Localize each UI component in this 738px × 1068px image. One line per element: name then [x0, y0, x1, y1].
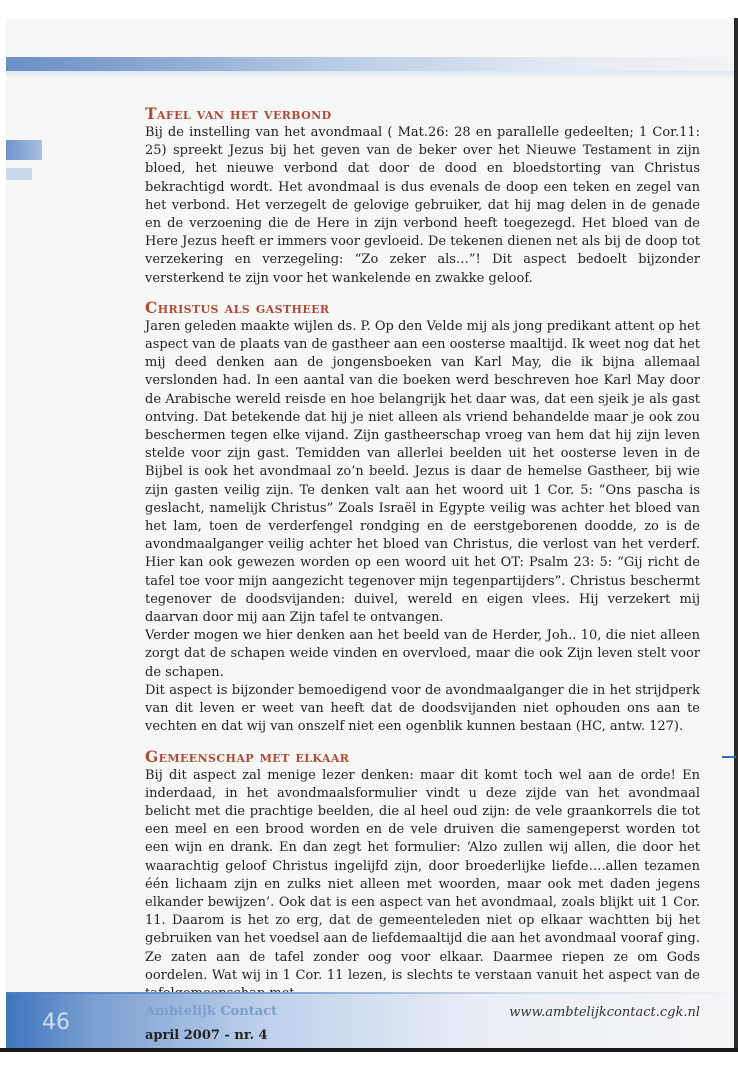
section-tafel-van-het-verbond [145, 104, 700, 288]
page-number: 46 [42, 1010, 70, 1035]
section-heading: Christus als gastheer [145, 297, 330, 317]
article-body [145, 104, 700, 1013]
bottom-edge [0, 1048, 738, 1052]
paragraph: Verder mogen we hier denken aan het beeld van de Herder, Joh.. 10, die niet alleen zorgt dat de schapen weide vinden en overvloed, maar die ook Zijn leven stelt voor de schapen. [145, 628, 700, 680]
margin-tick [722, 756, 736, 758]
section-gemeenschap-met-elkaar [145, 747, 700, 1004]
paragraph: Bij dit aspect zal menige lezer denken: maar dit komt toch wel aan de orde! En inderdaad, in het avondmaalsformulier vindt u deze zijde van het avondmaal belicht met die prachtige beelden, die al heel oud zijn: de vele graankorrels die tot een meel en een brood worden en de vele druiven die samengeperst worden tot een wijn en drank. En dan zegt het formulier: ‘Alzo zullen wij allen, die door het waarachtig geloof Christus ingelijfd zijn, door broederlijke liefde….allen tezamen één lichaam zijn en zulks niet alleen met woorden, maar ook met daden jegens elkander bewijzen’. Ook dat is een aspect van het avondmaal, zoals blijkt uit 1 Cor. 11. Daarom is het zo erg, dat de gemeenteleden niet op elkaar wachtten bij het gebruiken van het voedsel aan de liefdemaaltijd die aan het avondmaal vooraf ging. Ze zaten aan de tafel zonder oog voor elkaar. Daarmee riepen ze om Gods oordelen. Wat wij in 1 Cor. 11 lezen, is slechts te verstaan vanuit het aspect van de [145, 767, 700, 983]
header-band [6, 57, 734, 71]
paragraph: Dit aspect is bijzonder bemoedigend voor de avondmaalganger die in het strijdperk van dit leven er weet van heeft dat de doodsvijanden niet ophouden ons aan te vechten en dat wij van onszelf niet een ogenblik kunnen bestaan (HC, antw. 127). [145, 682, 700, 735]
section-heading: Tafel van het verbond [145, 104, 332, 123]
margin-marker [6, 140, 42, 160]
website-link[interactable]: www.ambtelijkcontact.cgk.nl [509, 1005, 700, 1020]
header-shadow [6, 71, 734, 79]
section-heading: Gemeenschap met elkaar [145, 746, 350, 766]
magazine-title: Ambtelijk Contact [145, 1004, 278, 1019]
paragraph: Bij de instelling van het avondmaal ( Mat.26: 28 en parallelle gedeelten; 1 Cor.11: 25) spreekt Jezus bij het geven van de beker over het Nieuwe Testament in zijn bloed, het nieuwe verbond dat door de dood en bloedstorting van Christus bekrachtigd wordt. Het avondmaal is dus evenals de doop een teken en zegel van het verbond. Het verzegelt de gelovige gebruiker, dat hij mag delen in de genade en de verzoening die de Here in zijn verbond heeft toegezegd. Het bloed van de Here Jezus heeft er immers voor gevloeid. De tekenen dienen net als bij de doop tot verzekering en verzegeling: “Zo zeker als…”! Dit aspect bedoelt bijzonder versterkend te zijn voor het wankelende en zwakke geloof. [145, 125, 700, 286]
footer-band [6, 994, 734, 1048]
margin-marker-secondary [6, 168, 32, 180]
section-christus-als-gastheer [145, 298, 700, 737]
paragraph: Jaren geleden maakte wijlen ds. P. Op den Velde mij als jong predikant attent op het aspect van de plaats van de gastheer aan een oosterse maaltijd. Ik weet nog dat het mij deed denken aan de jongensboeken van Karl May, die ik bijna allemaal verslonden had. In een aantal van die boeken werd beschreven hoe Karl May door de Arabische wereld reisde en hoe belangrijk het daar was, dat een sjeik je als gast ontving. Dat betekende dat hij je niet alleen als vriend behandelde maar je ook zou beschermen tegen elke vijand. Zijn gastheerschap vroeg van hem dat hij zijn leven stelde voor zijn gast. Temidden van allerlei beelden uit het oosterse leven in de Bijbel is ook het avondmaal zo’n beeld. Jezus is daar de hemelse Gastheer, bij wie zijn gasten veilig zijn. Te denken valt aan het woord uit 1 Cor. 5: “Ons pascha is geslacht, namelijk Christus” Zoals Israël in Egypte veilig was achter het bloed van het lam, toen de verderfengel rondging en de eerstgeborenen doodde, zo is de avondmaalganger veilig achter het bloed van Christus, die verlost van het verderf. Hier kan ook gewezen worden op een woord uit het OT: Psalm 23: 5: “Gij richt de tafel toe voor mijn aangezicht tegenover mijn tegenpartijders”. Christus beschermt tegenover de doodsvijanden: duivel, wereld en eigen vlees. Hij verzekert mij daarvan door mij aan Zijn tafel te ontvangen. [145, 318, 700, 626]
page-edge [734, 18, 738, 1048]
magazine-issue: april 2007 - nr. 4 [145, 1028, 268, 1043]
